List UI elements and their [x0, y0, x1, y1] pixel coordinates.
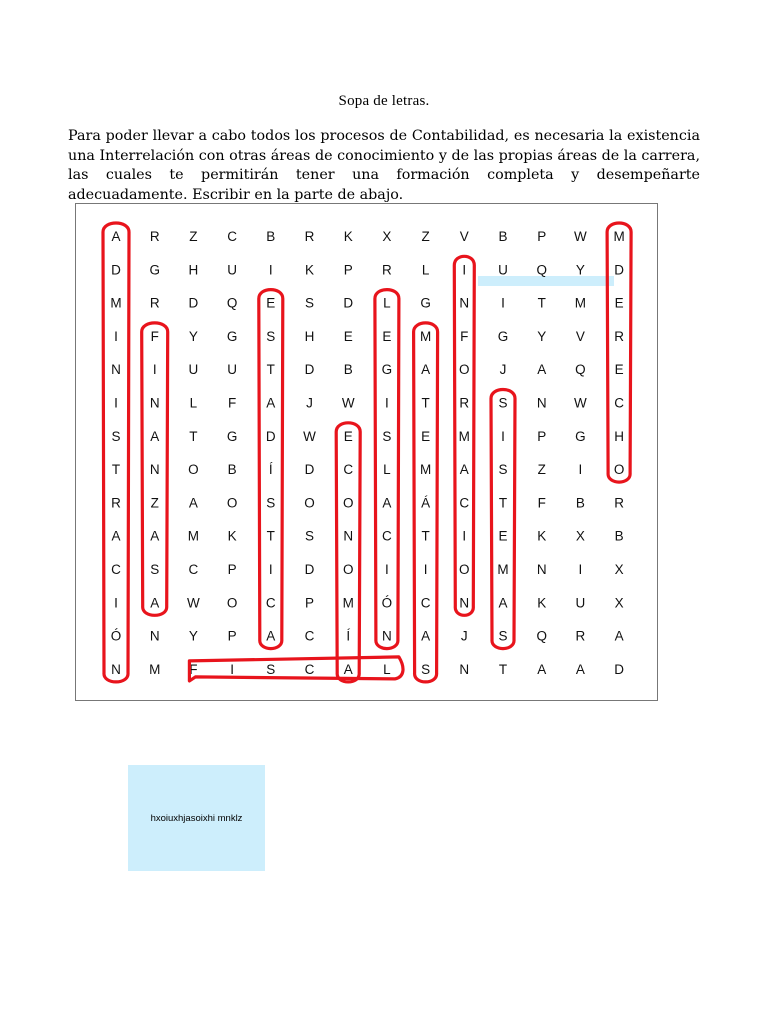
grid-letter: I — [423, 562, 428, 577]
grid-letter: F — [189, 661, 198, 677]
grid-letter: R — [111, 495, 121, 511]
grid-letter: I — [230, 661, 234, 677]
grid-letter: Í — [268, 462, 273, 478]
grid-letter: F — [537, 495, 546, 511]
grid-letter: R — [149, 295, 160, 311]
grid-letter: V — [459, 229, 469, 244]
grid-letter: T — [537, 295, 546, 311]
grid-letter: N — [149, 628, 160, 644]
grid-letter: V — [575, 328, 585, 344]
grid-letter: B — [614, 528, 624, 544]
grid-letter: O — [342, 495, 354, 511]
grid-letter: A — [111, 528, 121, 544]
grid-letter: W — [574, 229, 587, 244]
grid-letter: S — [266, 328, 276, 344]
grid-letter: I — [268, 562, 273, 577]
grid-letter: D — [188, 295, 199, 311]
grid-letter: U — [575, 595, 586, 611]
grid-letter: W — [187, 595, 200, 611]
grid-letter: A — [459, 462, 469, 478]
grid-letter: A — [266, 628, 276, 644]
grid-letter: I — [152, 362, 157, 378]
grid-letter: Z — [537, 462, 546, 478]
grid-letter: I — [385, 395, 389, 411]
grid-letter: N — [382, 628, 392, 644]
grid-letter: M — [574, 295, 587, 311]
grid-letter: Q — [575, 362, 586, 378]
grid-letter: O — [459, 562, 470, 577]
grid-letter: K — [304, 262, 315, 278]
grid-letter: A — [150, 428, 160, 444]
grid-letter: Z — [189, 229, 198, 244]
grid-letter: N — [536, 562, 547, 577]
grid-letter: S — [304, 528, 315, 544]
grid-letter: O — [342, 562, 354, 577]
grid-letter: M — [342, 595, 354, 611]
grid-letter: R — [614, 328, 624, 344]
grid-letter: G — [226, 328, 238, 344]
grid-letter: T — [498, 661, 508, 677]
grid-letter: C — [304, 628, 315, 644]
grid-letter: A — [537, 362, 547, 378]
grid-letter: D — [614, 661, 624, 677]
grid-letter: I — [268, 262, 273, 278]
grid-letter: A — [343, 661, 353, 677]
grid-letter: C — [420, 595, 431, 611]
grid-letter: S — [266, 495, 276, 511]
grid-letter: U — [498, 262, 508, 278]
grid-letter: N — [459, 295, 470, 311]
grid-letter: Q — [226, 295, 238, 311]
grid-letter: M — [149, 661, 161, 677]
marker-circle — [189, 657, 403, 681]
grid-letter: Q — [536, 628, 547, 644]
grid-letter: G — [226, 428, 238, 444]
grid-letter: O — [226, 495, 238, 511]
grid-letter: L — [383, 295, 391, 311]
grid-letter: C — [614, 395, 624, 411]
grid-letter: H — [614, 428, 624, 444]
grid-letter: E — [498, 528, 508, 544]
grid-letter: S — [111, 428, 121, 444]
grid-letter: I — [462, 262, 467, 278]
grid-letter: B — [575, 495, 585, 511]
grid-letter: E — [382, 328, 392, 344]
grid-letter: A — [575, 661, 585, 677]
grid-letter: F — [460, 328, 469, 344]
grid-letter: D — [111, 262, 121, 278]
grid-letter: C — [227, 229, 237, 244]
highlight-mark — [478, 276, 614, 286]
grid-letter: L — [383, 462, 391, 478]
grid-letter: X — [575, 528, 585, 544]
grid-letter: I — [501, 295, 505, 311]
grid-letter: D — [614, 262, 624, 278]
grid-letter: E — [614, 362, 624, 378]
grid-letter: K — [343, 229, 353, 244]
page-title: Sopa de letras. — [338, 93, 430, 109]
grid-letter: A — [266, 395, 276, 411]
grid-letter: Z — [421, 229, 430, 244]
grid-letter: T — [189, 428, 198, 444]
grid-letter: Á — [421, 495, 431, 511]
grid-letter: M — [187, 528, 200, 544]
grid-letter: I — [114, 395, 118, 411]
grid-letter: M — [419, 328, 432, 344]
grid-letter: N — [536, 395, 547, 411]
grid-letter: I — [114, 328, 118, 344]
grid-letter: A — [382, 495, 392, 511]
grid-letter: I — [114, 595, 118, 611]
grid-letter: K — [537, 595, 547, 611]
grid-letter: S — [150, 562, 160, 577]
grid-letter: I — [501, 428, 505, 444]
grid-letter: M — [110, 295, 122, 311]
word-search-puzzle — [75, 203, 658, 701]
grid-letter: C — [382, 528, 392, 544]
grid-letter: O — [226, 595, 238, 611]
grid-letter: U — [227, 362, 237, 378]
grid-letter: A — [421, 628, 431, 644]
grid-letter: A — [150, 595, 160, 611]
grid-letter: Y — [188, 628, 198, 644]
grid-letter: Í — [346, 628, 351, 644]
grid-letter: I — [578, 562, 583, 577]
grid-letter: C — [343, 462, 354, 478]
grid-letter: A — [421, 362, 431, 378]
grid-letter: U — [227, 262, 237, 278]
grid-letter: L — [383, 661, 391, 677]
grid-letter: W — [303, 428, 316, 444]
grid-letter: D — [304, 562, 315, 577]
grid-letter: H — [304, 328, 315, 344]
grid-letter: H — [188, 262, 199, 278]
grid-letter: S — [498, 462, 508, 478]
grid-letter: D — [343, 295, 354, 311]
grid-letter: Z — [150, 495, 159, 511]
grid-letter: E — [614, 295, 624, 311]
grid-letter: O — [459, 362, 470, 378]
grid-letter: P — [304, 595, 315, 611]
grid-letter: B — [498, 229, 508, 244]
grid-letter: E — [343, 428, 353, 444]
grid-letter: F — [227, 395, 237, 411]
grid-letter: B — [266, 229, 276, 244]
grid-letter: R — [614, 495, 624, 511]
grid-letter: A — [537, 661, 547, 677]
answer-note-box — [128, 765, 265, 871]
grid-letter: P — [343, 262, 353, 278]
grid-letter: A — [188, 495, 198, 511]
grid-letter: T — [266, 362, 275, 378]
grid-letter: D — [304, 362, 315, 378]
grid-letter: S — [498, 628, 508, 644]
grid-letter: S — [304, 295, 315, 311]
grid-letter: A — [614, 628, 624, 644]
grid-letter: R — [382, 262, 392, 278]
grid-letter: K — [227, 528, 237, 544]
grid-letter: R — [304, 229, 315, 244]
grid-letter: I — [578, 462, 583, 478]
grid-letter: G — [420, 295, 431, 311]
grid-letter: S — [382, 428, 392, 444]
answer-note-text: hxoiuxhjasoixhi mnklz — [150, 812, 243, 824]
grid-letter: P — [537, 428, 547, 444]
grid-letter: R — [575, 628, 586, 644]
grid-letter: I — [462, 528, 467, 544]
grid-letter: X — [614, 562, 624, 577]
grid-letter: N — [459, 595, 470, 611]
grid-letter: T — [498, 495, 508, 511]
grid-letter: M — [458, 428, 470, 444]
grid-letter: A — [498, 595, 508, 611]
grid-letter: E — [266, 295, 276, 311]
grid-letter: T — [266, 528, 275, 544]
grid-letter: K — [537, 528, 547, 544]
grid-letter: J — [306, 395, 313, 411]
grid-letter: C — [188, 562, 199, 577]
grid-letter: S — [266, 661, 276, 677]
grid-letter: L — [189, 395, 198, 411]
marker-circle — [103, 223, 129, 682]
grid-letter: Ó — [381, 595, 393, 611]
grid-letter: G — [497, 328, 509, 344]
grid-letter: Y — [188, 328, 198, 344]
grid-letter: W — [341, 395, 355, 411]
grid-letter: P — [537, 229, 547, 244]
grid-letter: S — [421, 661, 431, 677]
grid-letter: E — [421, 428, 431, 444]
grid-letter: Ó — [110, 628, 122, 644]
grid-letter: C — [304, 661, 315, 677]
grid-letter: T — [421, 528, 430, 544]
grid-letter: I — [385, 562, 389, 577]
grid-letter: C — [265, 595, 276, 611]
grid-letter: A — [150, 528, 160, 544]
grid-letter: Y — [575, 262, 585, 278]
grid-letter: X — [614, 595, 624, 611]
grid-letter: A — [111, 229, 121, 244]
grid-letter: B — [227, 462, 237, 478]
grid-letter: N — [343, 528, 354, 544]
grid-letter: F — [150, 328, 159, 344]
grid-letter: N — [149, 395, 160, 411]
grid-letter: J — [460, 628, 468, 644]
grid-letter: T — [421, 395, 430, 411]
grid-letter: M — [613, 229, 625, 244]
grid-letter: S — [498, 395, 508, 411]
grid-letter: L — [421, 262, 430, 278]
grid-letter: D — [304, 462, 315, 478]
grid-letter: W — [574, 395, 587, 411]
grid-letter: G — [149, 262, 160, 278]
grid-letter: P — [227, 562, 237, 577]
grid-letter: G — [381, 362, 393, 378]
grid-letter: E — [343, 328, 353, 344]
word-search-grid — [76, 204, 659, 702]
grid-letter: P — [227, 628, 237, 644]
grid-letter: O — [304, 495, 315, 511]
grid-letter: C — [459, 495, 470, 511]
grid-letter: Y — [537, 328, 547, 344]
grid-letter: J — [499, 362, 507, 378]
instructions-paragraph: Para poder llevar a cabo todos los procesos de Contabilidad, es necesaria la existencia una Interrelación con otras áreas de conocimiento y de las propias áreas de la carrera, las cuales te permitirán tener una formación completa y desempeñarte adecuadamente. Escribir en la parte de abajo. — [68, 128, 700, 203]
grid-letter: D — [265, 428, 276, 444]
grid-letter: R — [149, 229, 160, 244]
grid-letter: G — [575, 428, 586, 444]
grid-letter: O — [188, 462, 199, 478]
grid-letter: X — [382, 229, 392, 244]
grid-letter: C — [111, 562, 121, 577]
grid-letter: N — [111, 661, 121, 677]
grid-letter: R — [459, 395, 470, 411]
grid-letter: O — [613, 462, 625, 478]
grid-letter: B — [343, 362, 353, 378]
grid-letter: T — [111, 462, 121, 478]
grid-letter: N — [111, 362, 121, 378]
grid-letter: M — [419, 462, 432, 478]
grid-letter: N — [149, 462, 160, 478]
grid-letter: M — [497, 562, 509, 577]
grid-letter: N — [459, 661, 470, 677]
grid-letter: U — [188, 362, 199, 378]
grid-letter: Q — [536, 262, 547, 278]
